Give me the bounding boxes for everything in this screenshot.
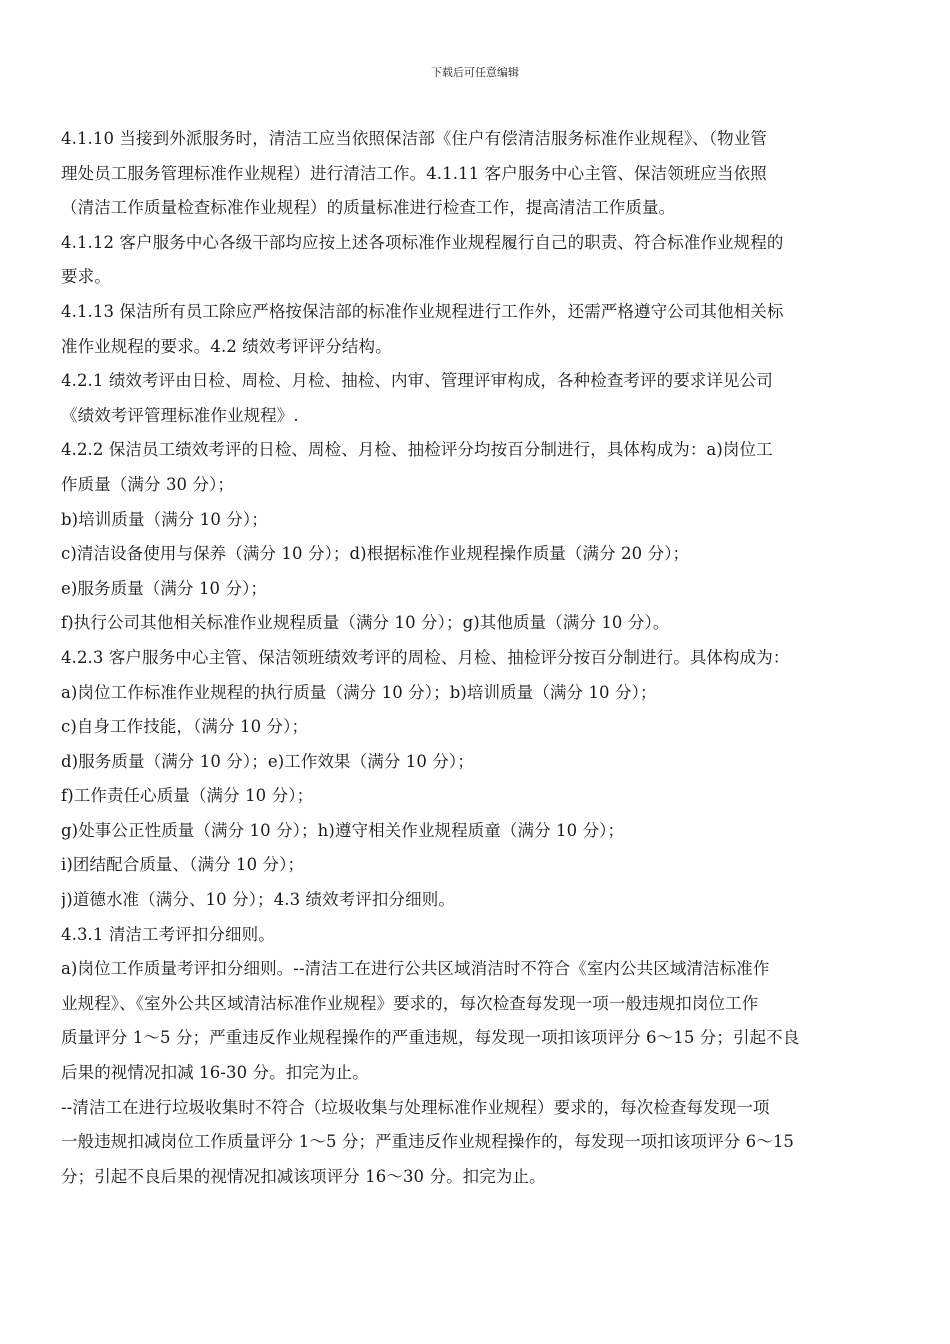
- text-line: （清洁工作质量检查标准作业规程）的质量标准进行检查工作，提高清洁工作质量。: [61, 198, 676, 218]
- text-line: 质量评分 1～5 分；严重违反作业规程操作的严重违规，每发现一项扣该项评分 6～15 分；引起不良: [61, 1028, 800, 1048]
- text-line: a)岗位工作质量考评扣分细则。--清洁工在进行公共区域消洁时不符合《室内公共区域清洁标准作: [61, 959, 770, 979]
- document-body: [61, 122, 890, 1194]
- text-line: d)服务质量（满分 10 分）；e)工作效果（满分 10 分）；: [61, 751, 474, 771]
- text-line: 后果的视情况扣减 16-30 分。扣完为止。: [61, 1063, 369, 1083]
- text-line: 作质量（满分 30 分）；: [61, 474, 235, 494]
- text-line: 《绩效考评管理标准作业规程》.: [61, 405, 299, 425]
- text-line: 4.1.13 保洁所有员工除应严格按保洁部的标准作业规程进行工作外，还需严格遵守公司其他相关标: [61, 301, 784, 321]
- text-line: c)清洁设备使用与保养（满分 10 分）；d)根据标准作业规程操作质量（满分 20 分）；: [61, 544, 690, 564]
- text-line: 4.1.12 客户服务中心各级干部均应按上述各项标准作业规程履行自己的职责、符合标准作业规程的: [61, 232, 784, 252]
- text-line: 4.1.10 当接到外派服务时，清洁工应当依照保洁部《住户有偿清洁服务标准作业规程》、（物业管: [61, 129, 767, 148]
- page-header: 下载后可任意编辑: [431, 66, 519, 79]
- text-line: g)处事公正性质量（满分 10 分）；h)遵守相关作业规程质童（满分 10 分）；: [61, 820, 625, 840]
- text-line: b)培训质量（满分 10 分）；: [61, 509, 268, 529]
- text-line: f)执行公司其他相关标准作业规程质量（满分 10 分）；g)其他质量（满分 10 分）。: [61, 613, 670, 633]
- text-line: 4.2.2 保洁员工绩效考评的日检、周检、月检、抽检评分均按百分制进行，具体构成为：a)岗位工: [61, 440, 773, 460]
- text-line: e)服务质量（满分 10 分）；: [61, 578, 268, 598]
- text-line: a)岗位工作标准作业规程的执行质量（满分 10 分）；b)培训质量（满分 10 分）；: [61, 682, 657, 702]
- text-line: 要求。: [61, 267, 111, 287]
- text-line: f)工作责任心质量（满分 10 分）；: [61, 786, 314, 806]
- text-line: 业规程》、《室外公共区域清沽标准作业规程》要求的，每次检查每发现一项一般违规扣岗位工作: [61, 993, 759, 1013]
- text-line: 分；引起不良后果的视情况扣减该项评分 16～30 分。扣完为止。: [61, 1166, 546, 1186]
- text-line: c)自身工作技能，（满分 10 分）；: [61, 717, 309, 737]
- text-line: 4.2.1 绩效考评由日检、周检、月检、抽检、内审、管理评审构成，各种检查考评的要求详见公司: [61, 371, 773, 391]
- text-line: 准作业规程的要求。4.2 绩效考评评分结构。: [61, 336, 392, 356]
- text-line: 理处员工服务管理标准作业规程）进行清洁工作。4.1.11 客户服务中心主管、保洁领班应当依照: [61, 163, 767, 183]
- text-line: i)团结配合质量、（满分 10 分）；: [61, 855, 305, 875]
- text-line: --清洁工在进行垃圾收集时不符合（垃圾收集与处理标准作业规程）要求的，每次检查每发现一项: [61, 1097, 770, 1117]
- text-line: 4.3.1 清洁工考评扣分细则。: [61, 924, 275, 944]
- text-line: 一般违规扣减岗位工作质量评分 1～5 分；严重违反作业规程操作的，每发现一项扣该项评分 6～15: [61, 1132, 795, 1152]
- text-line: j)道德水准（满分、10 分）；4.3 绩效考评扣分细则。: [61, 890, 455, 910]
- text-line: 4.2.3 客户服务中心主管、保洁领班绩效考评的周检、月检、抽检评分按百分制进行。具体构成为：: [61, 647, 790, 667]
